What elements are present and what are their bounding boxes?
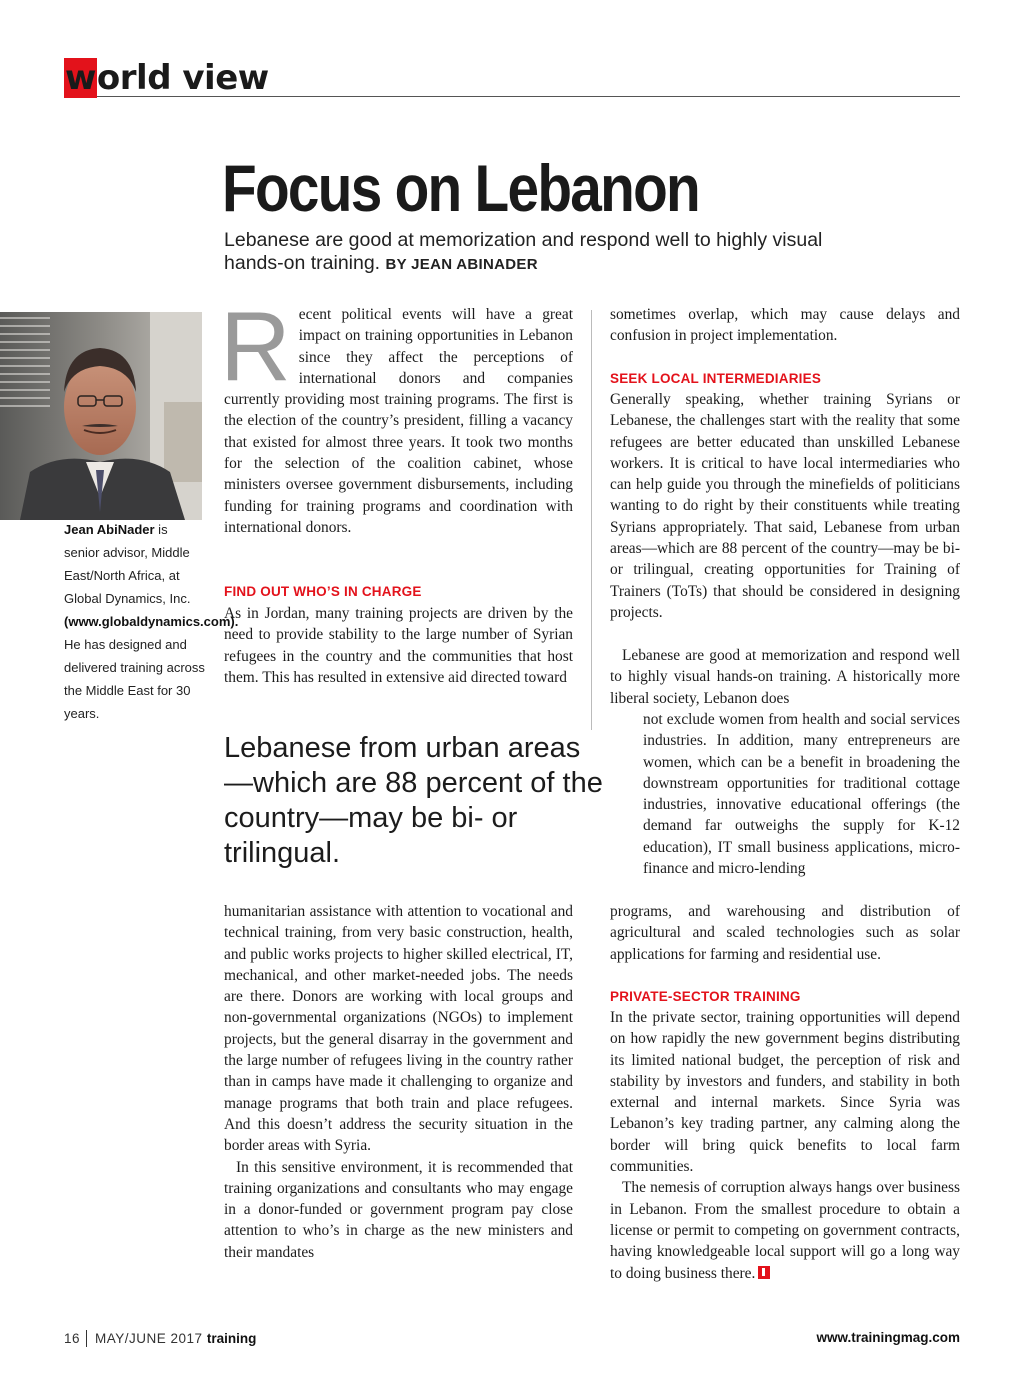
author-link[interactable]: (www.globaldynamics.com). bbox=[64, 614, 239, 629]
byline: BY JEAN ABINADER bbox=[385, 256, 538, 273]
paragraph bbox=[610, 1177, 960, 1283]
drop-cap: R bbox=[220, 291, 291, 401]
author-bio-text: is senior advisor, Middle East/North Africa, at Global Dynamics, Inc. bbox=[64, 522, 191, 606]
section-title bbox=[64, 60, 269, 96]
subhead-find-out bbox=[224, 581, 573, 602]
column-divider bbox=[591, 310, 592, 730]
body-column-1-intro bbox=[220, 291, 573, 538]
footer-website[interactable]: www.trainingmag.com bbox=[816, 1330, 960, 1345]
section-title-rest: orld view bbox=[96, 58, 269, 98]
paragraph: sometimes overlap, which may cause delays and confusion in project implementation. bbox=[610, 306, 960, 345]
subhead-private-sector bbox=[610, 986, 960, 1007]
pull-quote: Lebanese from urban areas—which are 88 percent of the country—may be bi- or trilingual. bbox=[224, 732, 603, 869]
deck-text: Lebanese are good at memorization and respond well to highly visual hands-on training. bbox=[224, 229, 823, 274]
paragraph: programs, and warehousing and distribution of agricultural and scaled technologies such as solar applications for farming and residential use. bbox=[610, 903, 960, 963]
body-column-2-intermediaries bbox=[610, 389, 960, 623]
body-column-1-middle bbox=[224, 603, 573, 688]
body-column-2-programs bbox=[610, 901, 960, 965]
subhead-text: PRIVATE-SECTOR TRAINING bbox=[610, 989, 801, 1004]
subhead-seek-local bbox=[610, 368, 960, 389]
author-bio bbox=[64, 518, 239, 725]
paragraph: In this sensitive environment, it is recommended that training organizations and consultants who may engage in a donor-funded or government program pay close attention to who’s in charge as the new ministers and their mandates bbox=[224, 1158, 573, 1261]
paragraph-text: The nemesis of corruption always hangs over business in Lebanon. From the smallest procedure to obtain a license or permit to competing on government contracts, having knowledgeable local support will go a long way to doing business there. bbox=[610, 1179, 960, 1282]
footer-left bbox=[64, 1330, 256, 1347]
author-name: Jean AbiNader bbox=[64, 522, 155, 537]
body-column-2-bottom bbox=[610, 1007, 960, 1284]
body-column-2-wrap bbox=[643, 709, 960, 879]
body-column-2-memorization bbox=[610, 645, 960, 709]
body-column-1-bottom bbox=[224, 901, 573, 1263]
paragraph: In the private sector, training opportunities will depend on how rapidly the new government begins distributing its limited national budget, the perception of risk and stability by investors and funders, and stability in both external and internal markets. Since Syria was Lebanon’s key trading partner, any calming along the border will bring quick benefits to local farm communities. bbox=[610, 1009, 960, 1176]
magazine-name: training bbox=[206, 1331, 257, 1346]
footer-separator bbox=[86, 1330, 87, 1347]
paragraph: not exclude women from health and social services industries. In addition, many entrepreneurs are women, which can be a benefit in broadening the downstream opportunities for traditional cottage industries, innovative educational offerings (the demand far outweighs the supply for K-12 education), IT small business applications, micro-finance and micro-lending bbox=[643, 711, 960, 878]
article-title: Focus on Lebanon bbox=[222, 151, 700, 225]
author-photo bbox=[0, 312, 202, 520]
paragraph: humanitarian assistance with attention to vocational and technical training, from very basic construction, health, and public works projects to higher skilled electrical, IT, mechanical, and other market-needed jobs. The needs are there. Donors are working with local groups and non-governmental organizations (NGOs) to implement projects, but the general disarray in the government and the large number of refugees living in the country rather than in camps have made it challenging to organize and manage programs that both train and place refugees. And this doesn’t address the security situation in the border areas with Syria. bbox=[224, 903, 573, 1155]
section-title-initial: w bbox=[65, 58, 96, 98]
paragraph: Lebanese are good at memorization and respond well to highly visual hands-on training. A historically more liberal society, Lebanon does bbox=[610, 647, 960, 707]
paragraph: As in Jordan, many training projects are driven by the need to provide stability to the large number of Syrian refugees in the country and the communities that host them. This has resulted in extensive aid directed toward bbox=[224, 605, 573, 686]
end-mark-icon bbox=[758, 1266, 770, 1279]
subhead-text: FIND OUT WHO’S IN CHARGE bbox=[224, 584, 422, 599]
issue-date: MAY/JUNE 2017 bbox=[95, 1331, 203, 1346]
section-header bbox=[64, 60, 960, 97]
author-bio-text-2: He has designed and delivered training across the Middle East for 30 years. bbox=[64, 637, 205, 721]
paragraph: Generally speaking, whether training Syrians or Lebanese, the challenges start with the reality that some refugees are better educated than unskilled Lebanese workers. It is critical to have local intermediaries who can help guide you through the minefields of politicians wanting to do right by their constituents while treating Syrians appropriately. That said, Lebanese from urban areas—which are 88 percent of the country—may be bi- or trilingual, creating opportunities for Training of Trainers (ToTs) that should be considered in designing projects. bbox=[610, 391, 960, 621]
article-deck bbox=[224, 229, 884, 276]
body-column-2-top bbox=[610, 304, 960, 347]
paragraph: ecent political events will have a great impact on training opportunities in Lebanon since they affect the perceptions of international donors and companies currently providing most training programs. The first is the election of the country’s president, filling a vacancy that existed for almost three years. It took two months for the selection of the coalition cabinet, whose ministers oversee government disbursements, including funding for training programs and coordination with international donors. bbox=[224, 306, 573, 536]
subhead-text: SEEK LOCAL INTERMEDIARIES bbox=[610, 371, 822, 386]
page-number: 16 bbox=[64, 1331, 81, 1346]
